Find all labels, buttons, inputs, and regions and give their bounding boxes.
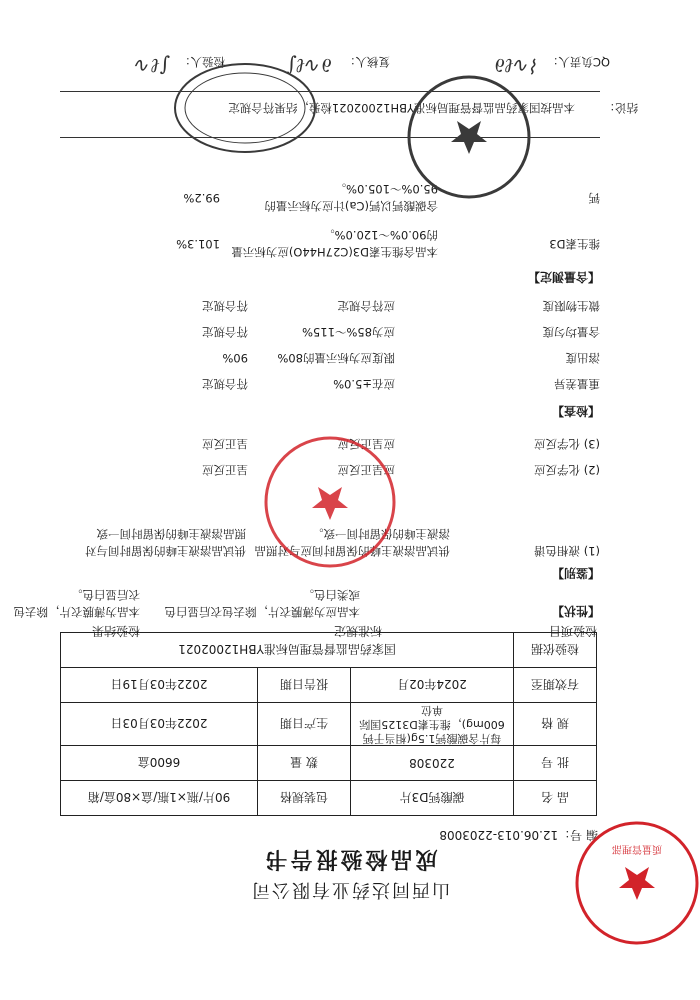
inspector-signature: ∫ℓ∿ xyxy=(134,54,170,78)
conclusion-text: 本品按国家药品监督管理局标准YBH12002021检验，结果符合规定 xyxy=(228,101,575,115)
expiry-value: 2024年02月 xyxy=(351,668,514,703)
ident-item-name: (1) 液相色谱 xyxy=(534,544,600,558)
svg-text:质量管理部: 质量管理部 xyxy=(612,843,662,854)
section-inspection: 【检查】 xyxy=(551,404,600,418)
traits-standard: 本品应为薄膜衣片，除去包衣后显白色或类白色。 xyxy=(164,588,360,619)
inspector-signature-label: 检验人： xyxy=(179,55,225,69)
ident-item-result: 呈正反应 xyxy=(202,463,248,477)
report-date-label: 报告日期 xyxy=(258,668,351,703)
name-label: 品 名 xyxy=(514,781,597,816)
section-assay: 【含量测定】 xyxy=(527,270,600,284)
assay-item-standard: 本品含维生素D3(C27H44O)应为标示量的90.0%～120.0%。 xyxy=(231,228,438,259)
expiry-label: 有效期至 xyxy=(514,668,597,703)
inspect-item-result: 符合规定 xyxy=(202,377,248,391)
spec-pack-label: 包装规格 xyxy=(258,781,351,816)
spec-value: 每片含碳酸钙1.5g(相当于钙600mg)，维生素D3125国际单位 xyxy=(351,703,514,746)
batch-label: 批 号 xyxy=(514,746,597,781)
prod-date-label: 生产日期 xyxy=(258,703,351,746)
ident-item-result: 呈正反应 xyxy=(202,437,248,451)
report-title: 成品检验报告书 xyxy=(262,846,438,871)
table-row xyxy=(61,668,597,703)
divider xyxy=(60,91,600,92)
inspect-item-standard: 应符合规定 xyxy=(337,299,395,313)
spec-label: 规 格 xyxy=(514,703,597,746)
prod-date-value: 2022年03月03日 xyxy=(61,703,258,746)
basis-value: 国家药品监督管理局标准YBH12002021 xyxy=(61,633,514,668)
traits-result: 本品为薄膜衣片，除去包衣后显白色。 xyxy=(13,588,140,619)
inspect-item-name: 含量均匀度 xyxy=(542,325,600,339)
conclusion-label: 结论： xyxy=(603,101,638,115)
assay-item-name: 维生素D3 xyxy=(549,237,600,251)
inspection-stamp xyxy=(260,432,400,572)
qa-department-stamp xyxy=(572,818,700,948)
qc-signature-label: QC负责人： xyxy=(546,55,610,69)
qty-label: 数 量 xyxy=(258,746,351,781)
ident-item-standard: 应呈正反应 xyxy=(337,437,395,451)
section-traits: 【性状】 xyxy=(551,604,600,618)
assay-item-result: 99.2% xyxy=(183,191,220,205)
column-header-standard: 标准规定 xyxy=(333,624,382,638)
column-header-result: 检验结果 xyxy=(91,624,140,638)
qty-value: 6600盒 xyxy=(61,746,258,781)
batch-value: 220308 xyxy=(351,746,514,781)
inspect-item-result: 符合规定 xyxy=(202,325,248,339)
header-table xyxy=(60,632,597,816)
assay-item-result: 101.3% xyxy=(176,237,220,251)
assay-item-name: 钙 xyxy=(588,191,600,205)
table-row xyxy=(61,703,597,746)
table-row xyxy=(61,746,597,781)
company-stamp xyxy=(404,72,534,202)
column-header-item: 检验项目 xyxy=(548,624,597,638)
ident-item-result: 供试品溶液主峰的保留时间与对照品溶液主峰的保留时间一致 xyxy=(85,527,246,558)
inspect-item-name: 重量差异 xyxy=(554,377,600,391)
company-name: 山西同达药业有限公司 xyxy=(250,879,450,900)
spec-pack-value: 90片/瓶×1瓶/盒×80盒/箱 xyxy=(61,781,258,816)
inspect-item-result: 符合规定 xyxy=(202,299,248,313)
table-row xyxy=(61,781,597,816)
inspect-item-standard: 应为85%～115% xyxy=(302,325,395,339)
inspect-item-result: 90% xyxy=(222,351,248,365)
inspect-item-standard: 应在±5.0% xyxy=(333,377,395,391)
report-date-value: 2022年03月19日 xyxy=(61,668,258,703)
table-row xyxy=(61,633,597,668)
ident-item-standard: 应呈正反应 xyxy=(337,463,395,477)
ident-item-standard: 供试品溶液主峰的保留时间应与对照品溶液主峰的保留时间一致。 xyxy=(254,527,450,558)
qc-signature: ⌇∿ℓ∂ xyxy=(494,54,540,78)
inspect-item-name: 微生物限度 xyxy=(542,299,600,313)
checker-signature: ∂∿ℓ∫ xyxy=(286,54,332,78)
section-identification: 【鉴别】 xyxy=(551,566,600,580)
assay-item-standard: 含碳酸钙以钙(Ca)计应为标示量的95.0%～105.0%。 xyxy=(264,182,438,213)
grey-oval-stamp xyxy=(170,58,320,158)
checker-signature-label: 复核人： xyxy=(344,55,390,69)
report-number: 编 号：12.06.013-2203008 xyxy=(439,828,598,842)
inspect-item-name: 溶出度 xyxy=(565,351,600,365)
ident-item-name: (2) 化学反应 xyxy=(534,463,600,477)
ident-item-name: (3) 化学反应 xyxy=(534,437,600,451)
basis-label: 检验依据 xyxy=(514,633,597,668)
inspect-item-standard: 限度应为标示量的80% xyxy=(277,351,395,365)
name-value: 碳酸钙D3片 xyxy=(351,781,514,816)
